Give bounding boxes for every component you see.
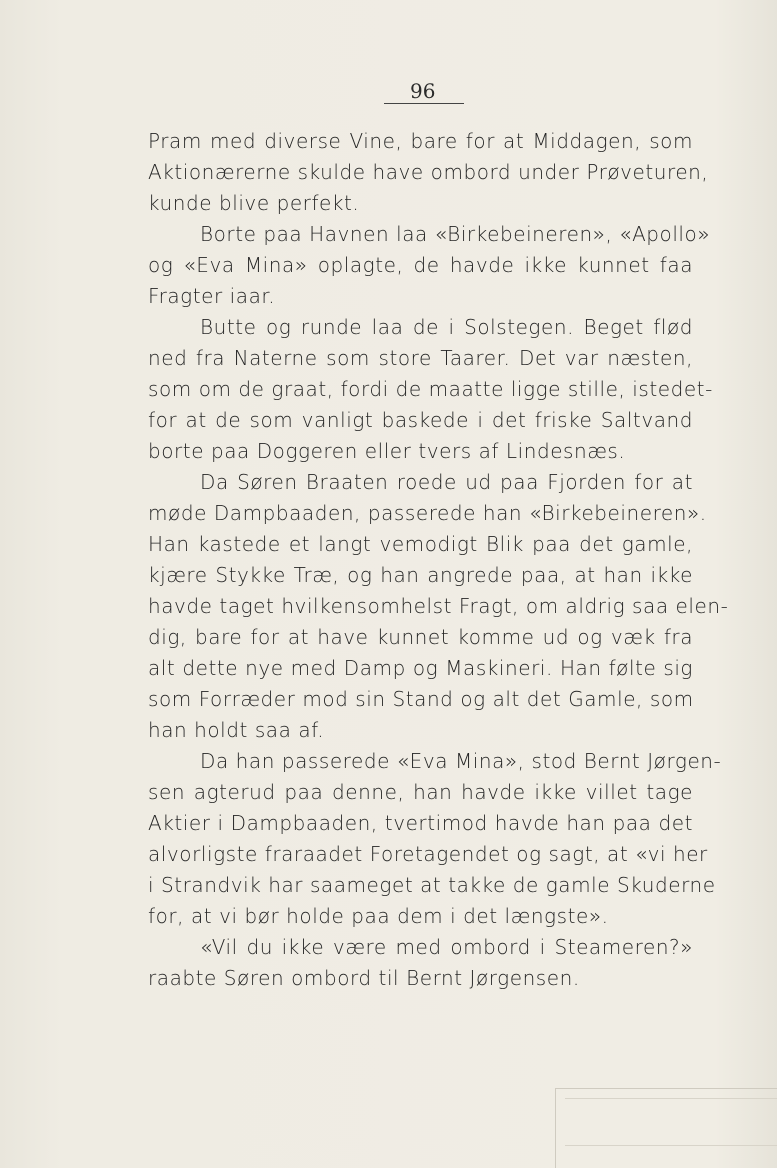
text-line: kjære Stykke Træ, og han angrede paa, at han ikke bbox=[148, 563, 693, 587]
text-line: sen agterud paa denne, han havde ikke villet tage bbox=[148, 780, 693, 804]
text-line: raabte Søren ombord til Bernt Jørgensen. bbox=[148, 966, 580, 990]
text-line: Han kastede et langt vemodigt Blik paa det gamle, bbox=[148, 532, 693, 556]
text-line: Butte og runde laa de i Solstegen. Beget flød bbox=[200, 315, 693, 339]
text-line: som Forræder mod sin Stand og alt det Gamle, som bbox=[148, 687, 694, 711]
text-line: alvorligste fraraadet Foretagendet og sagt, at «vi her bbox=[148, 842, 708, 866]
text-line: for at de som vanligt baskede i det friske Saltvand bbox=[148, 408, 693, 432]
text-line: Pram med diverse Vine, bare for at Middagen, som bbox=[148, 129, 693, 153]
text-line: møde Dampbaaden, passerede han «Birkebeineren». bbox=[148, 501, 707, 525]
text-line: ned fra Naterne som store Taarer. Det var næsten, bbox=[148, 346, 693, 370]
page-number: 96 bbox=[384, 80, 464, 104]
text-line: «Vil du ikke være med ombord i Steameren?» bbox=[200, 935, 693, 959]
text-line: kunde blive perfekt. bbox=[148, 191, 360, 215]
text-line: for, at vi bør holde paa dem i det længste». bbox=[148, 904, 609, 928]
text-line: dig, bare for at have kunnet komme ud og væk fra bbox=[148, 625, 693, 649]
text-line: som om de graat, fordi de maatte ligge stille, istedet- bbox=[148, 377, 713, 401]
text-line: Da Søren Braaten roede ud paa Fjorden for at bbox=[200, 470, 693, 494]
text-line: i Strandvik har saameget at takke de gamle Skuderne bbox=[148, 873, 716, 897]
text-line: alt dette nye med Damp og Maskineri. Han følte sig bbox=[148, 656, 693, 680]
text-line: Da han passerede «Eva Mina», stod Bernt Jørgen- bbox=[200, 749, 722, 773]
text-line: havde taget hvilkensomhelst Fragt, om aldrig saa elen- bbox=[148, 594, 729, 618]
text-line: og «Eva Mina» oplagte, de havde ikke kunnet faa bbox=[148, 253, 693, 277]
text-line: Fragter iaar. bbox=[148, 284, 276, 308]
text-line: borte paa Doggeren eller tvers af Lindesnæs. bbox=[148, 439, 626, 463]
text-line: Aktionærerne skulde have ombord under Prøveturen, bbox=[148, 160, 709, 184]
scan-corner-frame bbox=[565, 1098, 777, 1146]
text-line: Aktier i Dampbaaden, tvertimod havde han paa det bbox=[148, 811, 693, 835]
text-line: han holdt saa af. bbox=[148, 718, 325, 742]
body-text bbox=[148, 126, 729, 994]
text-line: Borte paa Havnen laa «Birkebeineren», «Apollo» bbox=[200, 222, 711, 246]
